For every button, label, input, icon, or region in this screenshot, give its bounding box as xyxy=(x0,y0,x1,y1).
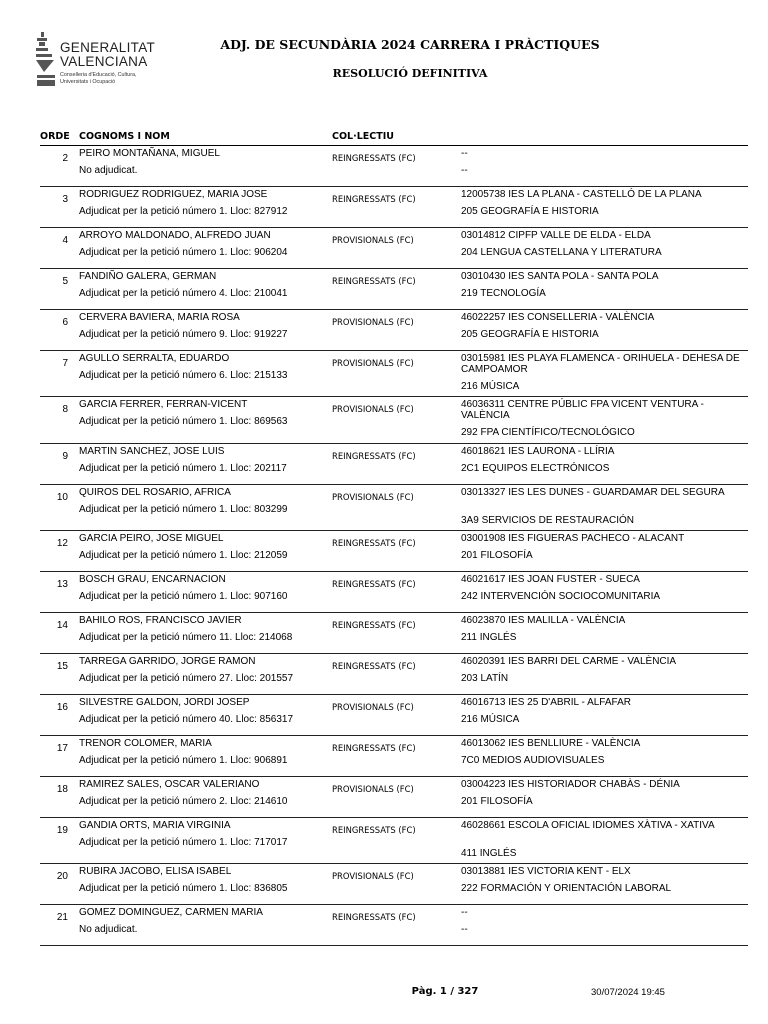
subject-cell: 2C1 EQUIPOS ELECTRÓNICOS xyxy=(461,463,610,474)
column-header-orde: ORDE xyxy=(40,131,70,142)
orde-cell: 8 xyxy=(62,404,68,415)
name-cell: RUBIRA JACOBO, ELISA ISABEL xyxy=(79,866,232,877)
orde-cell: 6 xyxy=(62,317,68,328)
subject-cell: 222 FORMACIÓN Y ORIENTACIÓN LABORAL xyxy=(461,883,672,894)
orde-cell: 20 xyxy=(56,871,68,882)
table-row xyxy=(40,736,748,777)
table-row xyxy=(40,818,748,864)
orde-cell: 10 xyxy=(56,492,68,503)
subject-cell: 3A9 SERVICIOS DE RESTAURACIÓN xyxy=(461,515,635,526)
center-cell: 46023870 IES MALILLA - VALÈNCIA xyxy=(461,615,626,626)
table-row xyxy=(40,187,748,228)
subject-cell: 411 INGLÉS xyxy=(461,848,517,859)
subject-cell: 216 MÚSICA xyxy=(461,714,520,725)
center-cell: 46020391 IES BARRI DEL CARME - VALÈNCIA xyxy=(461,656,677,667)
column-header-name: COGNOMS I NOM xyxy=(79,131,170,142)
collective-cell: PROVISIONALS (FC) xyxy=(332,702,414,712)
name-cell: PEIRO MONTAÑANA, MIGUEL xyxy=(79,148,220,159)
allocation-detail-cell: Adjudicat per la petició número 1. Lloc: 906204 xyxy=(79,247,288,258)
subject-cell: 204 LENGUA CASTELLANA Y LITERATURA xyxy=(461,247,662,258)
allocation-detail-cell: Adjudicat per la petició número 6. Lloc: 215133 xyxy=(79,370,288,381)
center-cell: 46021617 IES JOAN FUSTER - SUECA xyxy=(461,574,640,585)
table-row xyxy=(40,146,748,187)
subject-cell: 292 FPA CIENTÍFICO/TECNOLÓGICO xyxy=(461,427,635,438)
orde-cell: 16 xyxy=(56,702,68,713)
collective-cell: PROVISIONALS (FC) xyxy=(332,871,414,881)
table-row xyxy=(40,777,748,818)
orde-cell: 21 xyxy=(56,912,68,923)
table-row xyxy=(40,351,748,397)
center-cell: 03013881 IES VICTORIA KENT - ELX xyxy=(461,866,631,877)
document-title: ADJ. DE SECUNDÀRIA 2024 CARRERA I PRÀCTIQUES xyxy=(220,37,600,52)
orde-cell: 17 xyxy=(56,743,68,754)
table-row xyxy=(40,485,748,531)
center-cell: 46022257 IES CONSELLERIA - VALÈNCIA xyxy=(461,312,655,323)
name-cell: GARCIA FERRER, FERRAN-VICENT xyxy=(79,399,248,410)
orde-cell: 4 xyxy=(62,235,68,246)
subject-cell: 242 INTERVENCIÓN SOCIOCOMUNITARIA xyxy=(461,591,661,602)
table-row xyxy=(40,864,748,905)
name-cell: GANDIA ORTS, MARIA VIRGINIA xyxy=(79,820,231,831)
table-row xyxy=(40,905,748,946)
allocation-detail-cell: No adjudicat. xyxy=(79,924,138,935)
collective-cell: PROVISIONALS (FC) xyxy=(332,492,414,502)
subject-cell: 211 INGLÉS xyxy=(461,632,517,643)
center-cell: 03015981 IES PLAYA FLAMENCA - ORIHUELA - DEHESA DE CAMPOAMOR xyxy=(461,353,740,375)
table-row xyxy=(40,397,748,444)
orde-cell: 13 xyxy=(56,579,68,590)
subject-cell: 216 MÚSICA xyxy=(461,381,520,392)
orde-cell: 7 xyxy=(62,358,68,369)
collective-cell: PROVISIONALS (FC) xyxy=(332,784,414,794)
table-row xyxy=(40,654,748,695)
center-cell: 46028661 ESCOLA OFICIAL IDIOMES XÀTIVA - XATIVA xyxy=(461,820,715,831)
table-header xyxy=(40,131,748,145)
center-cell: 46016713 IES 25 D'ABRIL - ALFAFAR xyxy=(461,697,631,708)
allocation-detail-cell: Adjudicat per la petició número 4. Lloc: 210041 xyxy=(79,288,288,299)
table-row xyxy=(40,572,748,613)
allocation-detail-cell: Adjudicat per la petició número 1. Lloc: 907160 xyxy=(79,591,288,602)
table-row xyxy=(40,269,748,310)
table-row xyxy=(40,531,748,572)
subject-cell: -- xyxy=(461,924,468,935)
subject-cell: 205 GEOGRAFÍA E HISTORIA xyxy=(461,206,599,217)
name-cell: ARROYO MALDONADO, ALFREDO JUAN xyxy=(79,230,271,241)
allocation-detail-cell: Adjudicat per la petició número 1. Lloc: 906891 xyxy=(79,755,288,766)
logo-wordmark: GENERALITAT VALENCIANA xyxy=(60,40,156,69)
collective-cell: REINGRESSATS (FC) xyxy=(332,743,416,753)
name-cell: RAMIREZ SALES, OSCAR VALERIANO xyxy=(79,779,260,790)
allocation-detail-cell: Adjudicat per la petició número 9. Lloc: 919227 xyxy=(79,329,288,340)
collective-cell: REINGRESSATS (FC) xyxy=(332,825,416,835)
table-row xyxy=(40,228,748,269)
allocation-detail-cell: Adjudicat per la petició número 1. Lloc: 717017 xyxy=(79,837,288,848)
allocation-detail-cell: Adjudicat per la petició número 1. Lloc: 212059 xyxy=(79,550,288,561)
logo-department: Conselleria d'Educació, Cultura, Universitats i Ocupació xyxy=(60,72,137,85)
orde-cell: 9 xyxy=(62,451,68,462)
center-cell: -- xyxy=(461,907,468,918)
name-cell: BAHILO ROS, FRANCISCO JAVIER xyxy=(79,615,242,626)
center-cell: 46013062 IES BENLLIURE - VALÈNCIA xyxy=(461,738,641,749)
collective-cell: REINGRESSATS (FC) xyxy=(332,912,416,922)
orde-cell: 12 xyxy=(56,538,68,549)
allocation-detail-cell: Adjudicat per la petició número 1. Lloc: 836805 xyxy=(79,883,288,894)
name-cell: GARCIA PEIRO, JOSE MIGUEL xyxy=(79,533,224,544)
name-cell: BOSCH GRAU, ENCARNACION xyxy=(79,574,226,585)
orde-cell: 19 xyxy=(56,825,68,836)
center-cell: 03014812 CIPFP VALLE DE ELDA - ELDA xyxy=(461,230,651,241)
subject-cell: 201 FILOSOFÍA xyxy=(461,550,533,561)
table-row xyxy=(40,695,748,736)
table-row xyxy=(40,613,748,654)
subject-cell: 203 LATÍN xyxy=(461,673,509,684)
center-cell: 12005738 IES LA PLANA - CASTELLÓ DE LA PLANA xyxy=(461,189,702,200)
subject-cell: 205 GEOGRAFÍA E HISTORIA xyxy=(461,329,599,340)
name-cell: AGULLO SERRALTA, EDUARDO xyxy=(79,353,230,364)
center-cell: 46036311 CENTRE PÚBLIC FPA VICENT VENTURA - VALÈNCIA xyxy=(461,399,704,421)
table-row xyxy=(40,444,748,485)
collective-cell: REINGRESSATS (FC) xyxy=(332,451,416,461)
collective-cell: PROVISIONALS (FC) xyxy=(332,358,414,368)
name-cell: GOMEZ DOMINGUEZ, CARMEN MARIA xyxy=(79,907,263,918)
collective-cell: REINGRESSATS (FC) xyxy=(332,620,416,630)
center-cell: 03004223 IES HISTORIADOR CHABÀS - DÉNIA xyxy=(461,779,680,790)
center-cell: 03001908 IES FIGUERAS PACHECO - ALACANT xyxy=(461,533,685,544)
page-number: Pàg. 1 / 327 xyxy=(411,986,479,997)
collective-cell: REINGRESSATS (FC) xyxy=(332,579,416,589)
subject-cell: -- xyxy=(461,165,468,176)
collective-cell: REINGRESSATS (FC) xyxy=(332,661,416,671)
name-cell: TRENOR COLOMER, MARIA xyxy=(79,738,212,749)
subject-cell: 7C0 MEDIOS AUDIOVISUALES xyxy=(461,755,605,766)
name-cell: MARTIN SANCHEZ, JOSE LUIS xyxy=(79,446,225,457)
collective-cell: PROVISIONALS (FC) xyxy=(332,404,414,414)
allocation-detail-cell: No adjudicat. xyxy=(79,165,138,176)
center-cell: 03010430 IES SANTA POLA - SANTA POLA xyxy=(461,271,659,282)
name-cell: SILVESTRE GALDON, JORDI JOSEP xyxy=(79,697,250,708)
allocation-table xyxy=(40,146,748,946)
center-cell: 46018621 IES LAURONA - LLÍRIA xyxy=(461,446,615,457)
allocation-detail-cell: Adjudicat per la petició número 1. Lloc: 202117 xyxy=(79,463,287,474)
allocation-detail-cell: Adjudicat per la petició número 40. Lloc: 856317 xyxy=(79,714,294,725)
collective-cell: PROVISIONALS (FC) xyxy=(332,235,414,245)
collective-cell: REINGRESSATS (FC) xyxy=(332,153,416,163)
name-cell: TARREGA GARRIDO, JORGE RAMON xyxy=(79,656,256,667)
center-cell: 03013327 IES LES DUNES - GUARDAMAR DEL SEGURA xyxy=(461,487,725,498)
name-cell: CERVERA BAVIERA, MARIA ROSA xyxy=(79,312,240,323)
collective-cell: REINGRESSATS (FC) xyxy=(332,276,416,286)
allocation-detail-cell: Adjudicat per la petició número 11. Lloc: 214068 xyxy=(79,632,293,643)
allocation-detail-cell: Adjudicat per la petició número 1. Lloc: 827912 xyxy=(79,206,288,217)
collective-cell: PROVISIONALS (FC) xyxy=(332,317,414,327)
center-cell: -- xyxy=(461,148,468,159)
subject-cell: 219 TECNOLOGÍA xyxy=(461,288,546,299)
orde-cell: 5 xyxy=(62,276,68,287)
collective-cell: REINGRESSATS (FC) xyxy=(332,194,416,204)
allocation-detail-cell: Adjudicat per la petició número 1. Lloc: 869563 xyxy=(79,416,288,427)
orde-cell: 14 xyxy=(56,620,68,631)
name-cell: QUIROS DEL ROSARIO, AFRICA xyxy=(79,487,231,498)
name-cell: RODRIGUEZ RODRIGUEZ, MARIA JOSE xyxy=(79,189,268,200)
footer-datetime: 30/07/2024 19:45 xyxy=(591,987,665,998)
table-row xyxy=(40,310,748,351)
allocation-detail-cell: Adjudicat per la petició número 27. Lloc: 201557 xyxy=(79,673,294,684)
allocation-detail-cell: Adjudicat per la petició número 2. Lloc: 214610 xyxy=(79,796,288,807)
orde-cell: 2 xyxy=(62,153,68,164)
document-subtitle: RESOLUCIÓ DEFINITIVA xyxy=(332,67,488,80)
subject-cell: 201 FILOSOFÍA xyxy=(461,796,533,807)
orde-cell: 3 xyxy=(62,194,68,205)
orde-cell: 18 xyxy=(56,784,68,795)
allocation-detail-cell: Adjudicat per la petició número 1. Lloc: 803299 xyxy=(79,504,288,515)
column-header-collective: COL·LECTIU xyxy=(332,131,394,142)
collective-cell: REINGRESSATS (FC) xyxy=(332,538,416,548)
orde-cell: 15 xyxy=(56,661,68,672)
name-cell: FANDIÑO GALERA, GERMAN xyxy=(79,271,217,282)
